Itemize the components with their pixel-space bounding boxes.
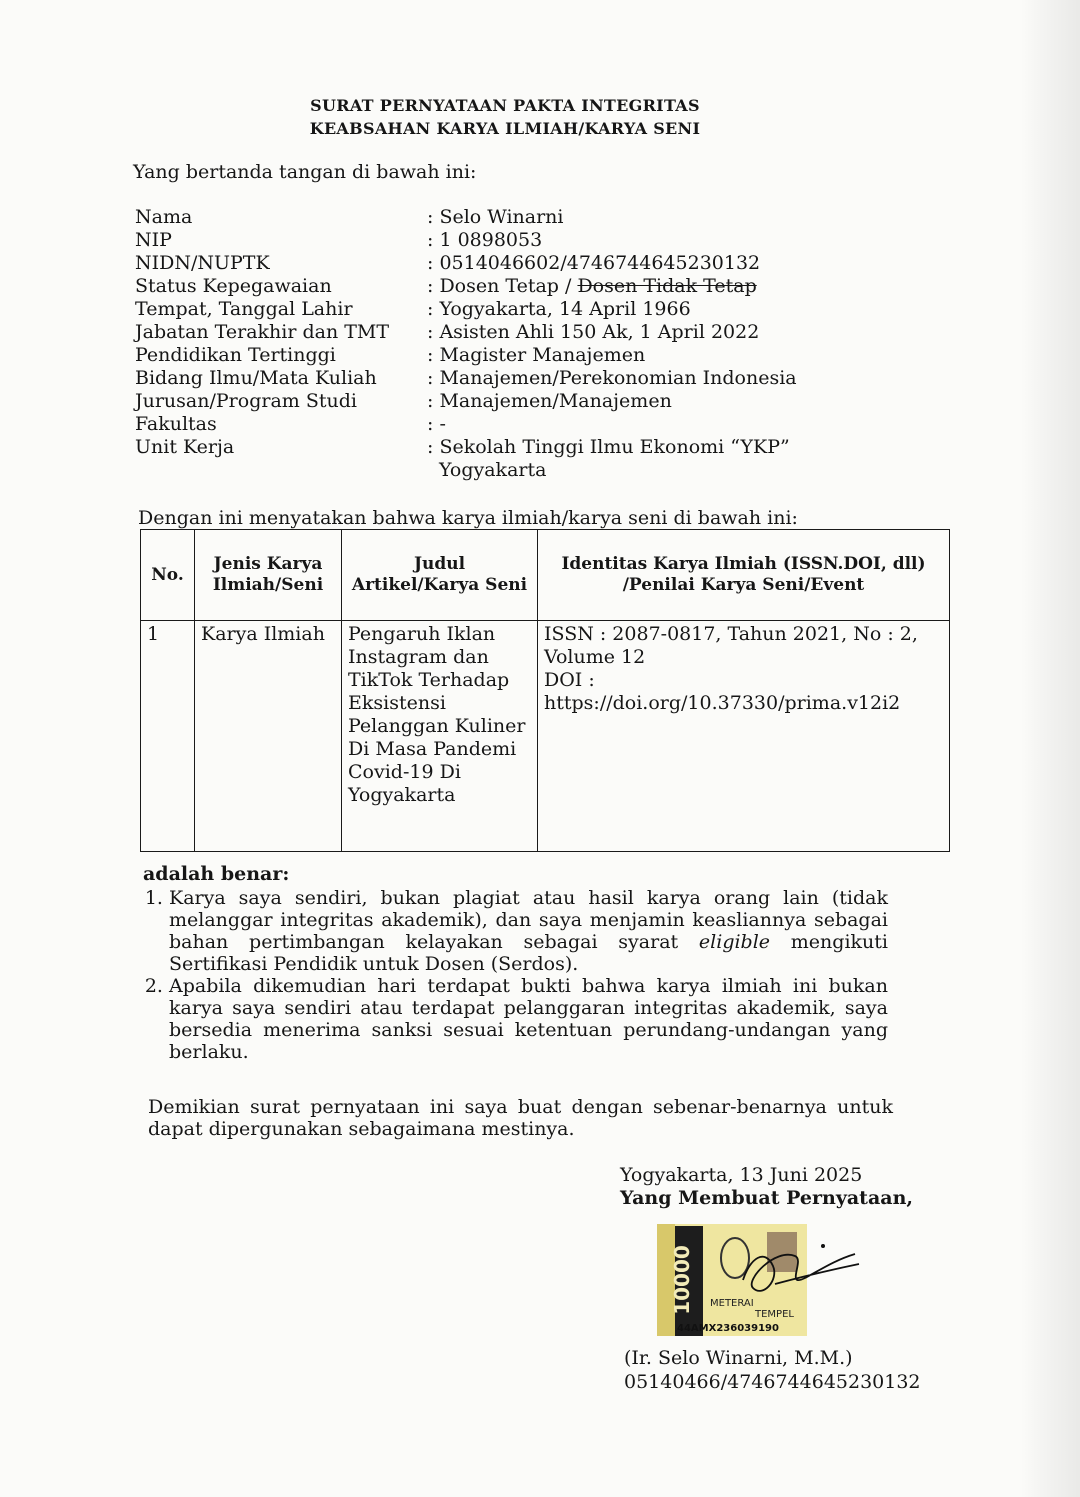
signer-id: 05140466/4746744645230132 [624,1371,921,1393]
scan-edge-shadow [1020,0,1080,1497]
item-text: Karya saya sendiri, bukan plagiat atau hasil karya orang lain (tidak melanggar integritas akademik), dan saya menjamin keasliannya sebagai bahan pertimbangan kelayakan sebagai syarat [169,887,888,953]
identitas-doi-label: DOI : [544,669,595,691]
identity-value: : Selo Winarni [427,206,564,228]
document-title: SURAT PERNYATAAN PAKTA INTEGRITAS [310,96,700,115]
stamp-value: 10000 [670,1245,694,1315]
signer-block [624,1346,921,1394]
identity-label: Jabatan Terakhir dan TMT [135,321,390,343]
stamp-code: 44AMX236039190 [677,1323,779,1334]
stamp-label-2: TEMPEL [755,1309,794,1320]
identity-value: : Sekolah Tinggi Ilmu Ekonomi “YKP” [427,436,790,458]
identity-row [135,390,855,413]
stamp-and-signature [655,1218,860,1343]
identity-label: Bidang Ilmu/Mata Kuliah [135,367,377,389]
identity-row [135,344,855,367]
item-text: mengikuti Sertifikasi Pendidik untuk Dosen (Serdos). [169,931,888,975]
identity-row [135,252,855,275]
identity-label: Jurusan/Program Studi [135,390,357,412]
identity-row [135,436,855,482]
header-identitas: Identitas Karya Ilmiah (ISSN.DOI, dll) /Penilai Karya Seni/Event [538,530,950,621]
identity-value: : Magister Manajemen [427,344,646,366]
intro-text: Yang bertanda tangan di bawah ini: [133,161,477,183]
conclusion-title: adalah benar: [143,863,290,885]
identity-label: Unit Kerja [135,436,235,458]
identity-row [135,413,855,436]
header-judul: Judul Artikel/Karya Seni [342,530,538,621]
item-emphasis: eligible [698,931,771,953]
identity-row [135,206,855,229]
cell-no: 1 [141,621,195,852]
identity-value-wrapper [427,275,855,298]
identity-label: Pendidikan Tertinggi [135,344,336,366]
struck-option: Dosen Tidak Tetap [577,275,757,297]
stamp-portrait [767,1232,797,1272]
identity-label: Fakultas [135,413,217,435]
list-item: 2. Apabila dikemudian hari terdapat bukti bahwa karya ilmiah ini bukan karya saya sendiri atau terdapat pelanggaran integritas akademik, saya bersedia menerima sanksi sesuai ketentuan perundang-undangan yang berlaku. [169,975,888,1063]
identitas-issn: ISSN : 2087-0817, Tahun 2021, No : 2, Volume 12 [544,623,918,668]
place-date: Yogyakarta, 13 Juni 2025 [620,1164,863,1186]
identity-value: : Manajemen/Manajemen [427,390,672,412]
identity-value-wrapper [427,436,855,482]
signature-dot [821,1244,825,1248]
conclusion-block [143,863,888,1063]
table-row [141,621,950,852]
identity-row [135,229,855,252]
identity-value: : Yogyakarta, 14 April 1966 [427,298,691,320]
header-no: No. [141,530,195,621]
cell-jenis: Karya Ilmiah [195,621,342,852]
table-header-row [141,530,950,621]
conclusion-list [143,887,888,1063]
identity-value: : 1 0898053 [427,229,543,251]
identity-label: Tempat, Tanggal Lahir [135,298,353,320]
closing-paragraph: Demikian surat pernyataan ini saya buat dengan sebenar-benarnya untuk dapat dipergunakan sebagaimana mestinya. [148,1096,893,1140]
identity-row [135,275,855,298]
list-item [169,887,888,975]
identity-row [135,367,855,390]
identity-row [135,321,855,344]
cell-identitas [538,621,950,852]
identity-value: : Dosen Tetap / [427,275,578,297]
identity-value: : 0514046602/4746744645230132 [427,252,761,274]
stamp-label-1: METERAI [710,1298,754,1309]
identity-value-continued: Yogyakarta [439,459,547,481]
identitas-doi-link: https://doi.org/10.37330/prima.v12i2 [544,692,901,714]
works-table [140,529,950,852]
identity-label: NIP [135,229,172,251]
cell-judul: Pengaruh Iklan Instagram dan TikTok Terhadap Eksistensi Pelanggan Kuliner Di Masa Pandemi Covid-19 Di Yogyakarta [342,621,538,852]
identity-label: Status Kepegawaian [135,275,332,297]
identity-label: Nama [135,206,193,228]
identity-label: NIDN/NUPTK [135,252,270,274]
identity-value: : Asisten Ahli 150 Ak, 1 April 2022 [427,321,760,343]
header-jenis: Jenis Karya Ilmiah/Seni [195,530,342,621]
identity-value: : - [427,413,446,435]
identity-block [135,206,855,482]
signer-name: (Ir. Selo Winarni, M.M.) [624,1347,853,1369]
document-subtitle: KEABSAHAN KARYA ILMIAH/KARYA SENI [309,119,701,138]
identity-value: : Manajemen/Perekonomian Indonesia [427,367,797,389]
identity-row [135,298,855,321]
statement-text: Dengan ini menyatakan bahwa karya ilmiah/karya seni di bawah ini: [138,507,798,529]
signer-role: Yang Membuat Pernyataan, [620,1187,914,1209]
signature-header [620,1164,913,1210]
